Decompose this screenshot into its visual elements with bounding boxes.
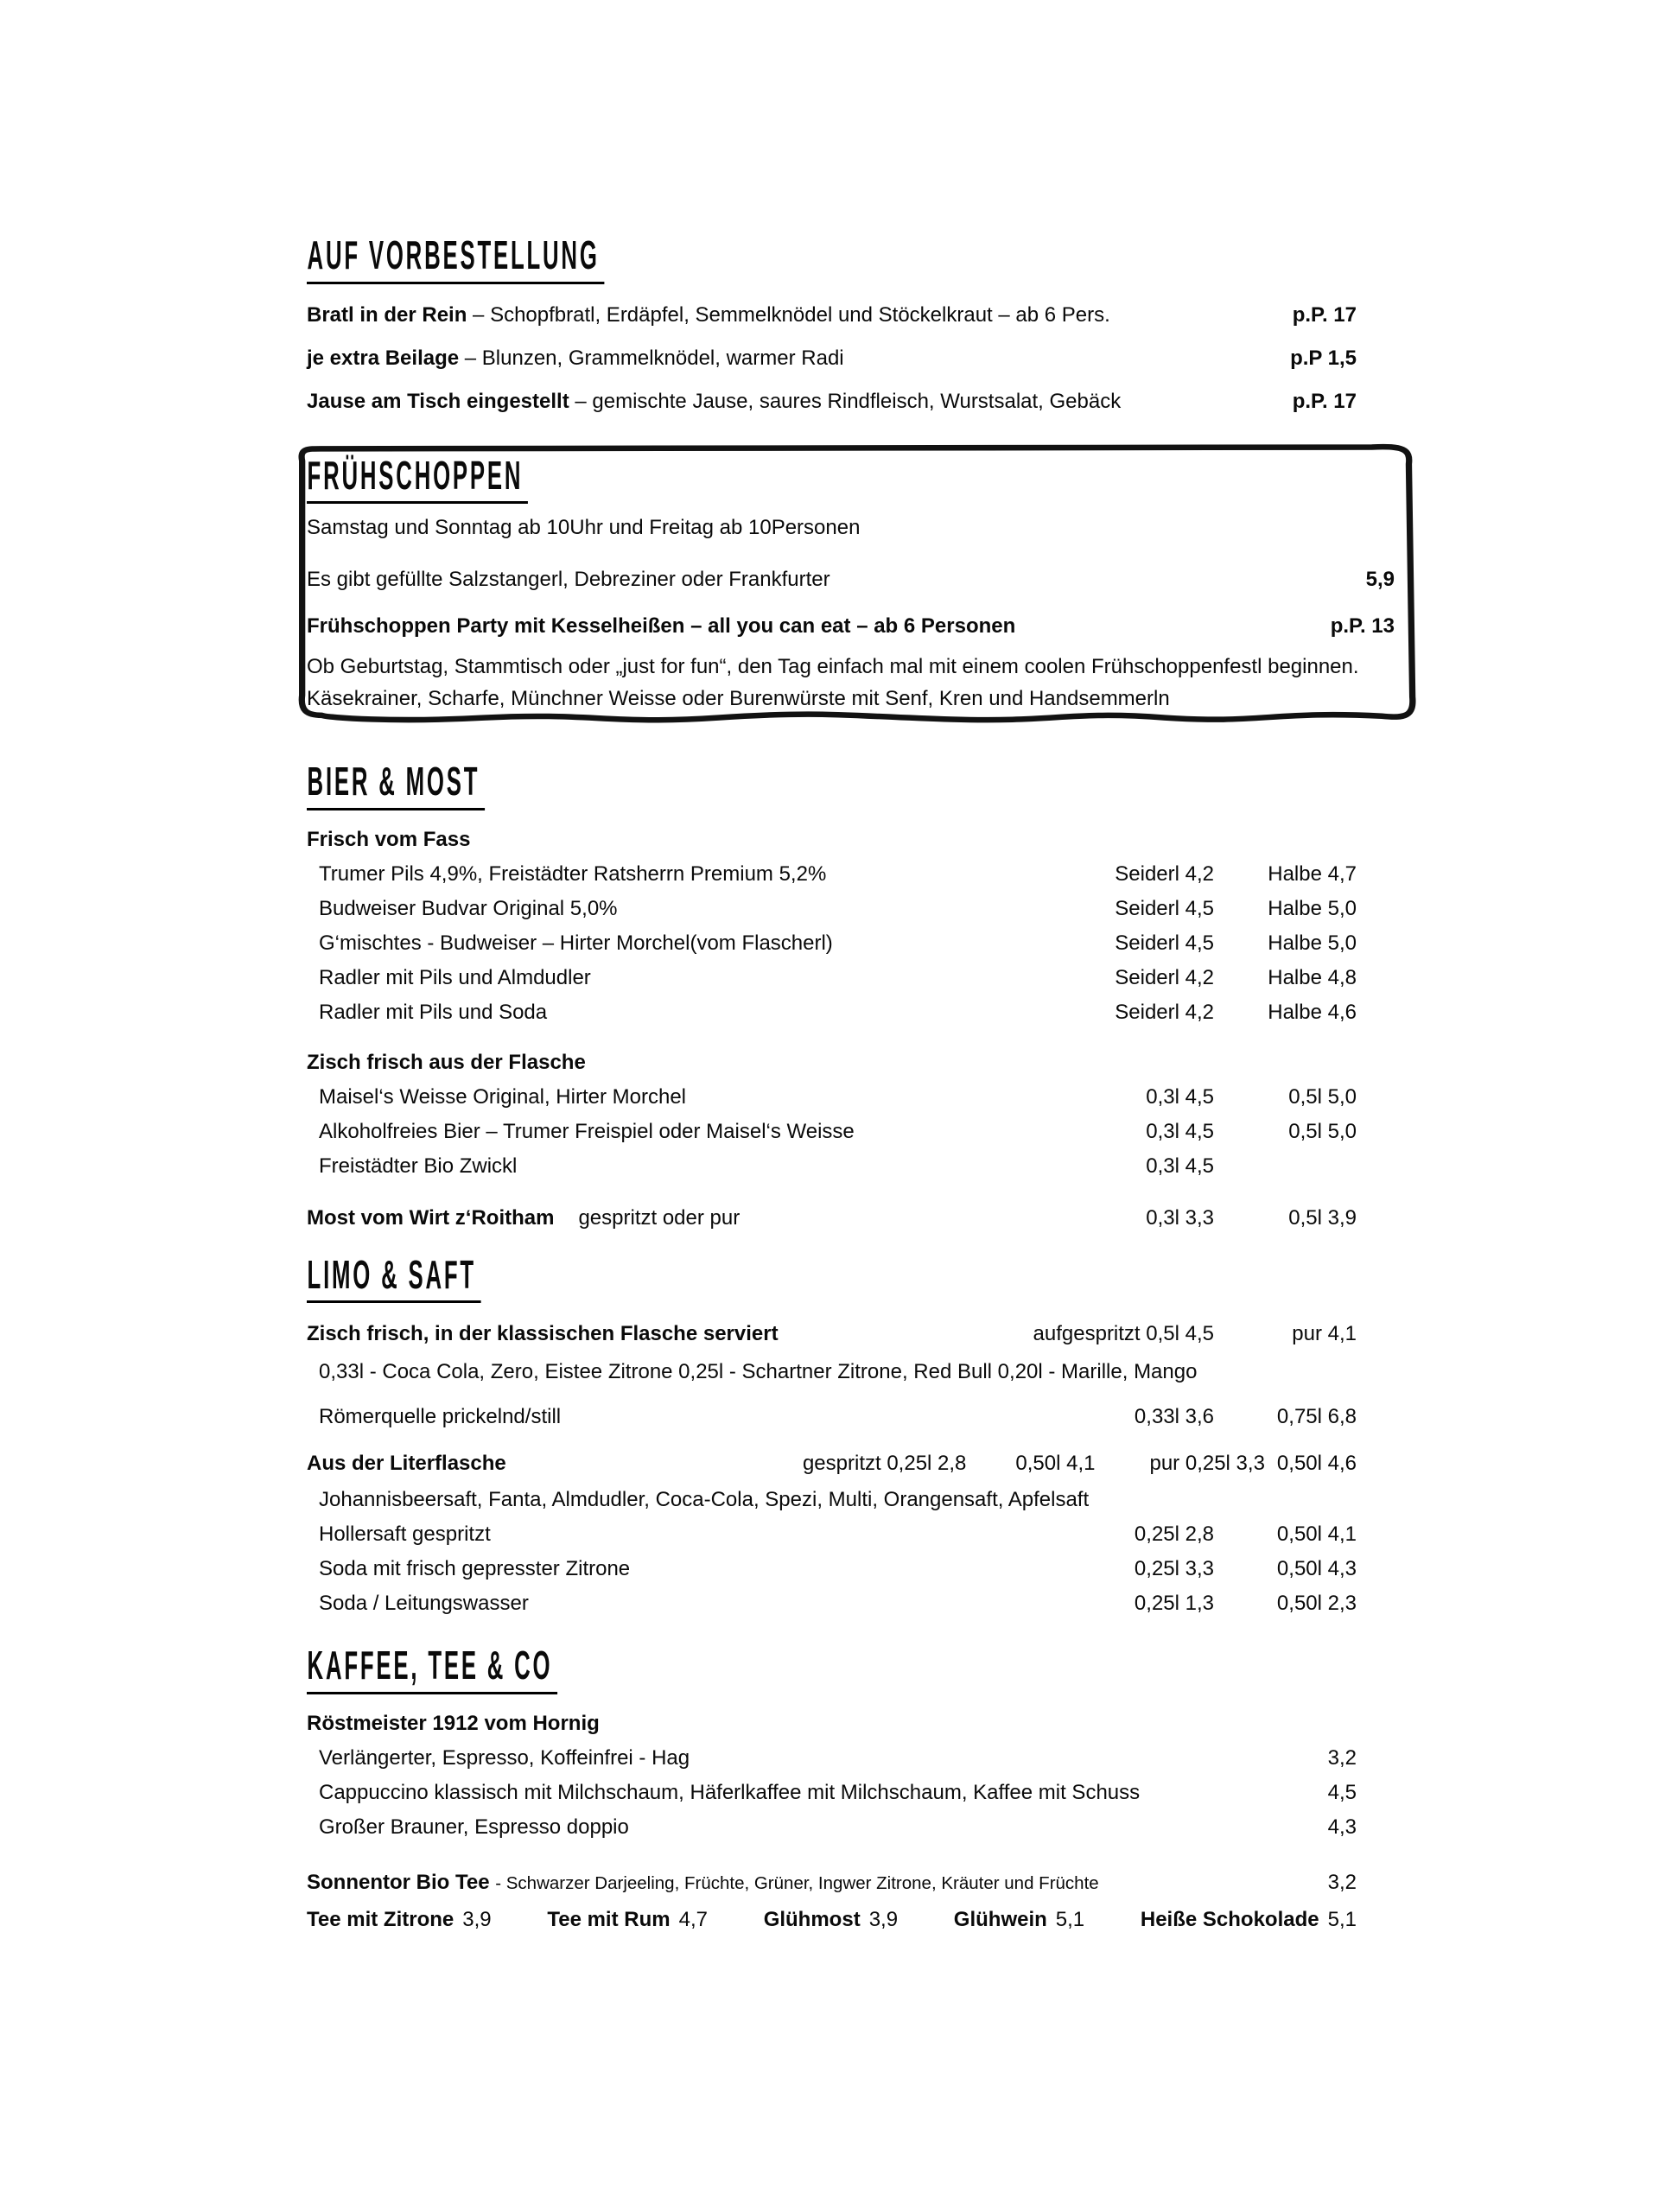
item-desc: Hollersaft gespritzt xyxy=(319,1522,491,1547)
menu-item-row xyxy=(307,1741,1357,1776)
item-price-025l: 0,25l 2,8 xyxy=(1134,1522,1214,1547)
menu-item-row xyxy=(307,1115,1357,1149)
item-price-halbe: Halbe 4,8 xyxy=(1268,965,1357,989)
section-kaffee-tee-co xyxy=(307,1643,1357,1937)
menu-item-row xyxy=(307,1400,1357,1434)
menu-item-row xyxy=(307,385,1357,419)
menu-item-row xyxy=(307,857,1357,892)
item-name: Frühschoppen Party mit Kesselheißen – all you can eat – ab 6 Personen xyxy=(307,614,1016,639)
item-price-03l: 0,3l 4,5 xyxy=(1146,1154,1214,1178)
menu-item-row xyxy=(307,1517,1357,1552)
menu-item-row xyxy=(307,1810,1357,1845)
item-price-03l: 0,3l 3,3 xyxy=(1146,1205,1214,1230)
item-price-050l: 0,50l 4,6 xyxy=(1276,1452,1357,1476)
item-name: Jause am Tisch eingestellt xyxy=(307,389,569,413)
item-price: 5,9 xyxy=(1365,568,1395,592)
section-bier-most xyxy=(307,760,1357,1236)
tee-price-row xyxy=(307,1903,1357,1937)
item-price-pur-025l: pur 0,25l 3,3 xyxy=(1149,1452,1265,1476)
fruehschoppen-paragraph: Ob Geburtstag, Stammtisch oder „just for fun“, den Tag einfach mal mit einem coolen Frühschoppenfestl beginnen. xyxy=(307,655,1359,679)
item-price: 3,9 xyxy=(462,1907,492,1931)
section-title-auf-vorbestellung: AUF VORBESTELLUNG xyxy=(307,233,604,284)
section-title-limo-saft: LIMO & SAFT xyxy=(307,1253,481,1304)
item-price-050l: 0,50l 4,1 xyxy=(1276,1522,1357,1547)
fruehschoppen-intro: Samstag und Sonntag ab 10Uhr und Freitag ab 10Personen xyxy=(307,516,861,540)
item-desc: – Blunzen, Grammelknödel, warmer Radi xyxy=(464,346,844,370)
item-desc: Maisel‘s Weisse Original, Hirter Morchel xyxy=(319,1084,686,1109)
item-desc: – Schopfbratl, Erdäpfel, Semmelknödel und Stöckelkraut – ab 6 Pers. xyxy=(473,302,1110,327)
item-price-05l: 0,5l 5,0 xyxy=(1288,1119,1357,1143)
item-desc: 0,33l - Coca Cola, Zero, Eistee Zitrone 0,25l - Schartner Zitrone, Red Bull 0,20l - Marille, Mango xyxy=(319,1360,1198,1384)
item-price-seiderl: Seiderl 4,2 xyxy=(1115,1000,1214,1024)
item-price: 4,5 xyxy=(1327,1780,1357,1804)
menu-item-row xyxy=(307,563,1395,597)
item-desc: Alkoholfreies Bier – Trumer Freispiel oder Maisel‘s Weisse xyxy=(319,1119,855,1143)
menu-item-row xyxy=(307,1080,1357,1115)
item-price-03l: 0,3l 4,5 xyxy=(1146,1119,1214,1143)
item-price-aufgespritzt: aufgespritzt 0,5l 4,5 xyxy=(1033,1322,1214,1346)
tee-item xyxy=(954,1903,1084,1937)
item-desc: Cappuccino klassisch mit Milchschaum, Häferlkaffee mit Milchschaum, Kaffee mit Schuss xyxy=(319,1780,1141,1804)
item-desc: Es gibt gefüllte Salzstangerl, Debreziner oder Frankfurter xyxy=(307,568,830,592)
item-price: 3,2 xyxy=(1327,1870,1357,1894)
item-price-seiderl: Seiderl 4,5 xyxy=(1115,896,1214,920)
tee-item xyxy=(307,1903,492,1937)
item-price-halbe: Halbe 4,7 xyxy=(1268,861,1357,886)
item-price-seiderl: Seiderl 4,5 xyxy=(1115,931,1214,955)
item-desc: Freistädter Bio Zwickl xyxy=(319,1154,518,1178)
item-price-halbe: Halbe 4,6 xyxy=(1268,1000,1357,1024)
item-name: Aus der Literflasche xyxy=(307,1452,506,1476)
menu-item-row xyxy=(307,298,1357,333)
menu-item-row xyxy=(307,995,1357,1030)
item-desc: gespritzt oder pur xyxy=(578,1205,741,1230)
menu-item-row xyxy=(307,341,1357,376)
item-price: 5,1 xyxy=(1055,1907,1085,1931)
item-price-seiderl: Seiderl 4,2 xyxy=(1115,965,1214,989)
item-price: 3,2 xyxy=(1327,1745,1357,1770)
menu-item-row xyxy=(307,1149,1357,1184)
item-price-033l: 0,33l 3,6 xyxy=(1134,1405,1214,1429)
item-desc: Soda / Leitungswasser xyxy=(319,1592,529,1616)
item-price: p.P 1,5 xyxy=(1290,346,1357,370)
item-price-025l: 0,25l 1,3 xyxy=(1134,1592,1214,1616)
item-name: Tee mit Rum xyxy=(547,1907,671,1931)
item-price: 3,9 xyxy=(868,1907,899,1931)
tee-item xyxy=(547,1903,708,1937)
item-name: Zisch frisch, in der klassischen Flasche serviert xyxy=(307,1322,779,1346)
item-desc: Verlängerter, Espresso, Koffeinfrei - Hag xyxy=(319,1745,690,1770)
menu-content xyxy=(307,232,1395,1937)
item-desc: – gemischte Jause, saures Rindfleisch, Wurstsalat, Gebäck xyxy=(575,389,1122,413)
tee-item xyxy=(1141,1903,1357,1937)
item-price-075l: 0,75l 6,8 xyxy=(1276,1405,1357,1429)
item-price: 5,1 xyxy=(1327,1907,1357,1931)
item-price: 4,3 xyxy=(1327,1815,1357,1839)
item-desc: G‘mischtes - Budweiser – Hirter Morchel(vom Flascherl) xyxy=(319,931,833,955)
item-desc: Radler mit Pils und Soda xyxy=(319,1000,548,1024)
menu-item-row xyxy=(307,609,1395,644)
item-price-05l: 0,5l 3,9 xyxy=(1288,1205,1357,1230)
item-price-050l: 0,50l 4,1 xyxy=(1015,1452,1096,1476)
item-price: p.P. 17 xyxy=(1292,302,1357,327)
item-desc: Soda mit frisch gepresster Zitrone xyxy=(319,1557,631,1581)
item-desc: Trumer Pils 4,9%, Freistädter Ratsherrn Premium 5,2% xyxy=(319,861,827,886)
item-price-03l: 0,3l 4,5 xyxy=(1146,1084,1214,1109)
item-price-050l: 0,50l 4,3 xyxy=(1276,1557,1357,1581)
group-heading-fass: Frisch vom Fass xyxy=(307,827,471,851)
tee-item xyxy=(764,1903,898,1937)
item-name: Most vom Wirt z‘Roitham xyxy=(307,1205,555,1230)
item-price-025l: 0,25l 3,3 xyxy=(1134,1557,1214,1581)
menu-item-row xyxy=(307,1317,1357,1351)
item-desc: Budweiser Budvar Original 5,0% xyxy=(319,896,618,920)
item-desc: - Schwarzer Darjeeling, Früchte, Grüner, Ingwer Zitrone, Kräuter und Früchte xyxy=(495,1872,1099,1893)
item-name: Heiße Schokolade xyxy=(1140,1907,1319,1931)
section-auf-vorbestellung xyxy=(307,233,1357,419)
group-heading-roestmeister: Röstmeister 1912 vom Hornig xyxy=(307,1711,600,1735)
item-desc: Großer Brauner, Espresso doppio xyxy=(319,1815,629,1839)
section-limo-saft xyxy=(307,1253,1357,1622)
menu-item-row xyxy=(307,1201,1357,1236)
item-price-pur: pur 4,1 xyxy=(1292,1322,1357,1346)
fruehschoppen-paragraph: Käsekrainer, Scharfe, Münchner Weisse oder Burenwürste mit Senf, Kren und Handsemmerln xyxy=(307,687,1170,711)
menu-item-row xyxy=(307,1586,1357,1621)
item-price: 4,7 xyxy=(678,1907,708,1931)
item-name: Bratl in der Rein xyxy=(307,302,467,327)
menu-item-row xyxy=(307,1446,1357,1481)
menu-item-row xyxy=(307,1776,1357,1810)
menu-item-row xyxy=(307,1552,1357,1586)
menu-item-row xyxy=(307,1866,1357,1901)
item-price-05l: 0,5l 5,0 xyxy=(1288,1084,1357,1109)
item-price-050l: 0,50l 2,3 xyxy=(1276,1592,1357,1616)
item-price-halbe: Halbe 5,0 xyxy=(1268,896,1357,920)
item-name: Glühwein xyxy=(953,1907,1047,1931)
item-price-gespritzt-025l: gespritzt 0,25l 2,8 xyxy=(802,1452,967,1476)
item-desc: Radler mit Pils und Almdudler xyxy=(319,965,591,989)
section-title-bier-most: BIER & MOST xyxy=(307,760,485,810)
item-name: Tee mit Zitrone xyxy=(307,1907,454,1931)
item-desc: Johannisbeersaft, Fanta, Almdudler, Coca-Cola, Spezi, Multi, Orangensaft, Apfelsaft xyxy=(319,1488,1090,1512)
item-desc: Römerquelle prickelnd/still xyxy=(319,1405,562,1429)
item-price-seiderl: Seiderl 4,2 xyxy=(1115,861,1214,886)
item-price: p.P. 17 xyxy=(1292,389,1357,413)
section-title-kaffee-tee-co: KAFFEE, TEE & CO xyxy=(307,1643,557,1694)
item-name: Sonnentor Bio Tee xyxy=(307,1870,490,1894)
item-price: p.P. 13 xyxy=(1330,614,1395,639)
group-heading-flasche: Zisch frisch aus der Flasche xyxy=(307,1050,586,1074)
section-title-fruehschoppen: FRÜHSCHOPPEN xyxy=(307,454,528,505)
menu-item-row xyxy=(307,926,1357,961)
item-name: je extra Beilage xyxy=(307,346,460,370)
item-name: Glühmost xyxy=(763,1907,861,1931)
section-fruehschoppen-box xyxy=(288,442,1421,731)
menu-item-row xyxy=(307,961,1357,995)
menu-item-row xyxy=(307,892,1357,926)
item-price-halbe: Halbe 5,0 xyxy=(1268,931,1357,955)
